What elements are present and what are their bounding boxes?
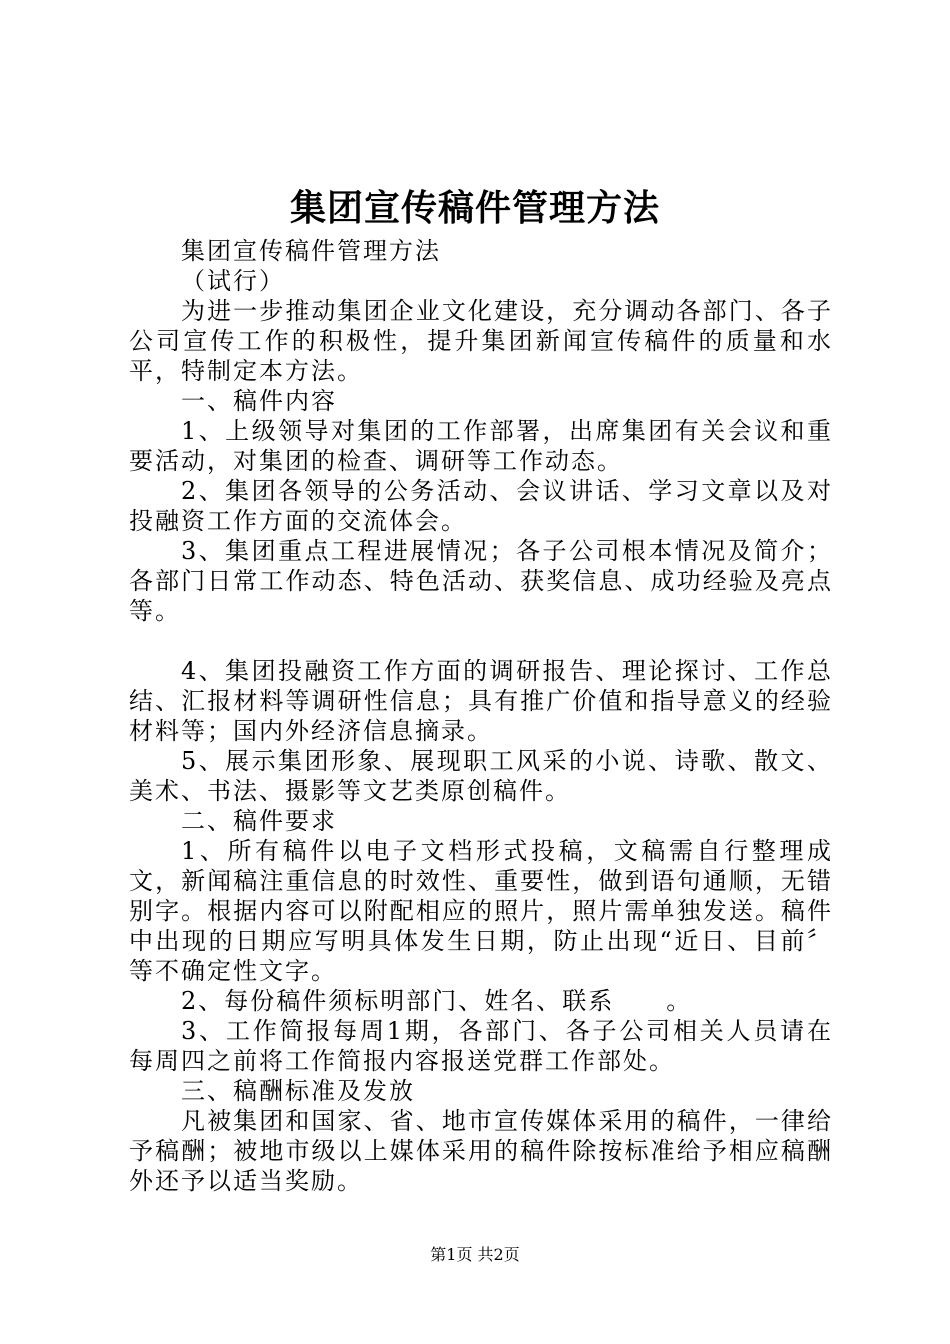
paragraph-intro: 为进一步推动集团企业文化建设，充分调动各部门、各子公司宣传工作的积极性，提升集团新闻宣传稿件的质量和水平，特制定本方法。 — [129, 297, 833, 385]
paragraph-remuneration: 凡被集团和国家、省、地市宣传媒体采用的稿件，一律给予稿酬；被地市级以上媒体采用的稿件除按标准给予相应稿酬外还予以适当奖励。 — [129, 1107, 833, 1195]
document-title: 集团宣传稿件管理方法 — [289, 187, 660, 229]
paragraph-content-2: 2、集团各领导的公务活动、会议讲话、学习文章以及对投融资工作方面的交流体会。 — [129, 477, 833, 535]
paragraph-content-1: 1、上级领导对集团的工作部署，出席集团有关会议和重要活动，对集团的检查、调研等工作动态。 — [129, 417, 833, 475]
subtitle: 集团宣传稿件管理方法 — [181, 237, 441, 265]
trial-note: （试行） — [181, 267, 285, 295]
paragraph-requirements-3: 3、工作简报每周1期，各部门、各子公司相关人员请在每周四之前将工作简报内容报送党群工作部处。 — [129, 1017, 833, 1075]
document-body — [129, 236, 833, 1196]
paragraph-content-3: 3、集团重点工程进展情况；各子公司根本情况及简介；各部门日常工作动态、特色活动、获奖信息、成功经验及亮点等。 — [129, 537, 833, 625]
paragraph-requirements-1: 1、所有稿件以电子文档形式投稿，文稿需自行整理成文，新闻稿注重信息的时效性、重要性，做到语句通顺，无错别字。根据内容可以附配相应的照片，照片需单独发送。稿件中出现的日期应写明具体发生日期，防止出现“近日、目前〞等不确定性文字。 — [129, 837, 833, 985]
page-footer: 第1页 共2页 — [430, 1245, 520, 1264]
paragraph-requirements-2: 2、每份稿件须标明部门、姓名、联系 。 — [181, 987, 693, 1015]
paragraph-content-4: 4、集团投融资工作方面的调研报告、理论探讨、工作总结、汇报材料等调研性信息；具有推广价值和指导意义的经验材料等；国内外经济信息摘录。 — [129, 657, 833, 745]
paragraph-content-5: 5、展示集团形象、展现职工风采的小说、诗歌、散文、美术、书法、摄影等文艺类原创稿件。 — [129, 747, 833, 805]
section-heading-remuneration: 三、稿酬标准及发放 — [181, 1077, 415, 1105]
section-heading-content: 一、稿件内容 — [181, 387, 337, 415]
section-heading-requirements: 二、稿件要求 — [181, 807, 337, 835]
